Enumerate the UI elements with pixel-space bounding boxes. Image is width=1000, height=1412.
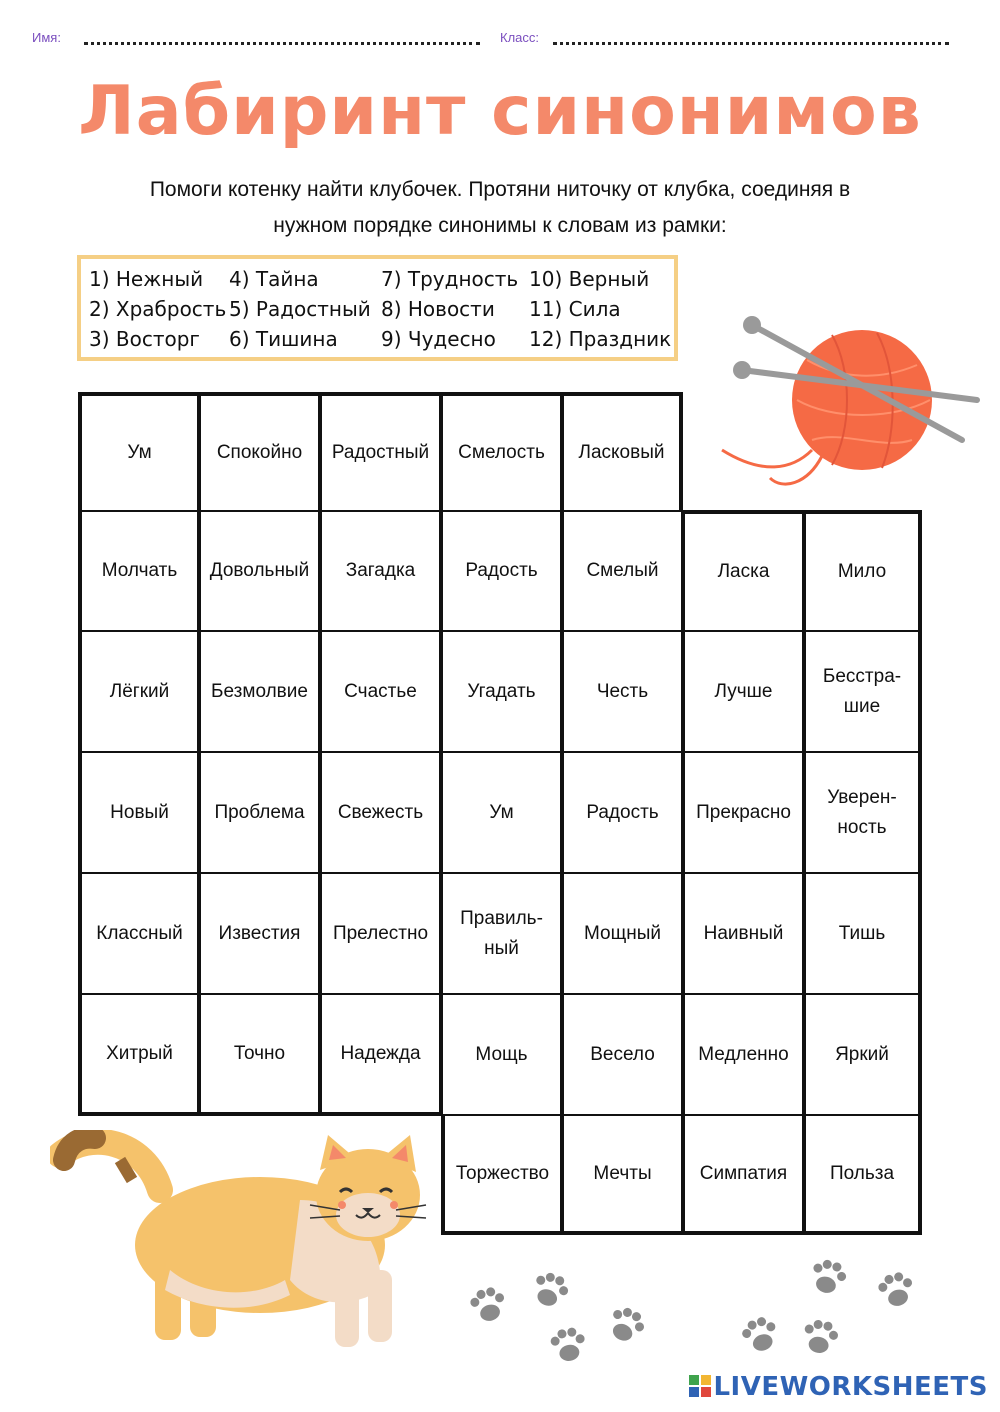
grid-cell[interactable] xyxy=(78,630,199,753)
grid-cell[interactable] xyxy=(199,630,320,753)
word-list-item: 11) Сила xyxy=(529,297,621,321)
grid-cell-text: Угадать xyxy=(467,680,536,702)
grid-cell-text: Новый xyxy=(110,801,169,823)
grid-cell[interactable] xyxy=(562,993,683,1116)
grid-cell[interactable] xyxy=(78,872,199,995)
grid-cell[interactable] xyxy=(320,872,441,995)
grid-cell-text: Довольный xyxy=(209,560,310,581)
grid-cell-text: Мощный xyxy=(583,922,661,944)
grid-cell-text: Мечты xyxy=(593,1162,652,1184)
grid-cell[interactable] xyxy=(199,872,320,995)
grid-cell-text: Классный xyxy=(96,922,183,944)
word-list-frame xyxy=(77,255,678,361)
grid-cell[interactable] xyxy=(683,751,804,874)
page-title: Лабиринт синонимов xyxy=(78,72,922,151)
grid-cell[interactable] xyxy=(320,993,441,1116)
grid-cell[interactable] xyxy=(804,872,922,995)
instruction-line-1: Помоги котенку найти клубочек. Протяни ниточку от клубка, соединяя в xyxy=(149,178,851,201)
liveworksheets-mark-icon xyxy=(689,1375,711,1397)
grid-cell-text: Ласковый xyxy=(578,442,665,463)
grid-cell[interactable] xyxy=(562,510,683,632)
yarn-ball-icon xyxy=(712,300,992,495)
liveworksheets-logo[interactable] xyxy=(689,1372,988,1402)
grid-cell[interactable] xyxy=(199,751,320,874)
grid-cell-text: Радость xyxy=(465,560,538,581)
grid-cell-text: Медленно xyxy=(698,1043,789,1065)
grid-cell[interactable] xyxy=(78,392,199,512)
grid-cell[interactable] xyxy=(441,1114,562,1235)
grid-cell[interactable] xyxy=(441,872,562,995)
grid-cell[interactable] xyxy=(441,630,562,753)
grid-cell-text: Молчать xyxy=(101,560,178,581)
grid-cell[interactable] xyxy=(683,872,804,995)
grid-cell[interactable] xyxy=(78,510,199,632)
word-list-item: 7) Трудность xyxy=(381,267,519,291)
word-list-item: 5) Радостный xyxy=(229,297,371,321)
grid-cell-text: Безмолвие xyxy=(211,680,308,702)
grid-cell[interactable] xyxy=(78,993,199,1116)
grid-cell-text: Загадка xyxy=(345,560,416,581)
word-list-item: 6) Тишина xyxy=(229,327,338,351)
grid-cell-text: Радость xyxy=(586,801,659,823)
grid-cell-text: Мощь xyxy=(475,1043,528,1065)
word-list-item: 8) Новости xyxy=(381,297,495,321)
grid-cell-text: Наивный xyxy=(703,922,784,944)
name-input-line[interactable] xyxy=(84,42,480,45)
cat-icon xyxy=(50,1130,435,1355)
grid-cell[interactable] xyxy=(320,751,441,874)
grid-cell[interactable] xyxy=(562,751,683,874)
grid-cell-text: Прелестно xyxy=(332,922,429,944)
grid-cell-text: Радостный xyxy=(331,442,430,463)
grid-cell-text: Проблема xyxy=(214,801,305,823)
grid-cell-text: Известия xyxy=(218,922,301,944)
grid-cell[interactable] xyxy=(199,993,320,1116)
grid-cell[interactable] xyxy=(320,630,441,753)
grid-cell-text: Тишь xyxy=(838,922,886,944)
grid-cell-text: Яркий xyxy=(835,1043,889,1065)
instruction xyxy=(60,172,940,244)
word-list-item: 3) Восторг xyxy=(89,327,200,351)
grid-cell-text: Уверен- ность xyxy=(827,786,897,838)
word-list-item: 4) Тайна xyxy=(229,267,319,291)
grid-cell-text: Спокойно xyxy=(216,442,303,463)
grid-cell[interactable] xyxy=(683,993,804,1116)
grid-cell[interactable] xyxy=(683,630,804,753)
grid-cell[interactable] xyxy=(562,872,683,995)
grid-cell[interactable] xyxy=(441,392,562,512)
grid-cell-text: Весело xyxy=(590,1043,655,1065)
grid-cell[interactable] xyxy=(441,993,562,1116)
grid-cell-text: Ум xyxy=(489,801,514,823)
instruction-line-2: нужном порядке синонимы к словам из рамки: xyxy=(273,214,727,237)
grid-cell[interactable] xyxy=(804,751,922,874)
grid-cell[interactable] xyxy=(320,510,441,632)
grid-cell[interactable] xyxy=(804,630,922,753)
grid-cell-text: Прекрасно xyxy=(696,801,791,823)
grid-cell[interactable] xyxy=(78,751,199,874)
grid-cell[interactable] xyxy=(441,510,562,632)
grid-cell[interactable] xyxy=(199,510,320,632)
grid-cell-text: Ум xyxy=(127,442,152,463)
grid-cell-text: Надежда xyxy=(340,1042,421,1064)
grid-cell[interactable] xyxy=(441,751,562,874)
grid-cell[interactable] xyxy=(804,993,922,1116)
word-list-item: 10) Верный xyxy=(529,267,650,291)
grid-cell-text: Счастье xyxy=(344,680,417,702)
paw-prints-icon xyxy=(460,1255,930,1370)
grid-cell-text: Хитрый xyxy=(106,1042,173,1064)
grid-cell[interactable] xyxy=(683,510,804,632)
grid-cell-text: Смелость xyxy=(458,442,545,463)
grid-cell[interactable] xyxy=(562,1114,683,1235)
grid-cell[interactable] xyxy=(562,630,683,753)
grid-cell-text: Мило xyxy=(837,561,887,582)
grid-cell-text: Правиль- ный xyxy=(460,907,543,959)
class-input-line[interactable] xyxy=(553,42,949,45)
grid-cell-text: Честь xyxy=(596,680,649,702)
grid-cell-text: Польза xyxy=(829,1162,895,1184)
grid-cell-text: Симпатия xyxy=(699,1162,788,1184)
class-label: Класс: xyxy=(500,30,539,45)
name-label: Имя: xyxy=(32,30,61,45)
grid-cell-text: Торжество xyxy=(455,1162,550,1184)
word-list-item: 9) Чудесно xyxy=(381,327,496,351)
grid-cell-text: Ласка xyxy=(717,561,770,582)
word-list-item: 12) Праздник xyxy=(529,327,672,351)
word-list-item: 2) Храбрость xyxy=(89,297,227,321)
grid-cell[interactable] xyxy=(804,510,922,632)
grid-cell-text: Смелый xyxy=(586,560,659,581)
grid-cell[interactable] xyxy=(320,392,441,512)
grid-cell-text: Свежесть xyxy=(337,801,424,823)
grid-cell-text: Точно xyxy=(233,1042,286,1064)
grid-cell[interactable] xyxy=(804,1114,922,1235)
grid-cell[interactable] xyxy=(562,392,683,512)
grid-cell[interactable] xyxy=(199,392,320,512)
grid-cell-text: Бесстра- шие xyxy=(822,665,902,717)
logo-text: LIVEWORKSHEETS xyxy=(713,1372,988,1402)
grid-cell-text: Лёгкий xyxy=(109,680,170,702)
word-list-item: 1) Нежный xyxy=(89,267,204,291)
grid-cell[interactable] xyxy=(683,1114,804,1235)
grid-cell-text: Лучше xyxy=(714,680,773,702)
